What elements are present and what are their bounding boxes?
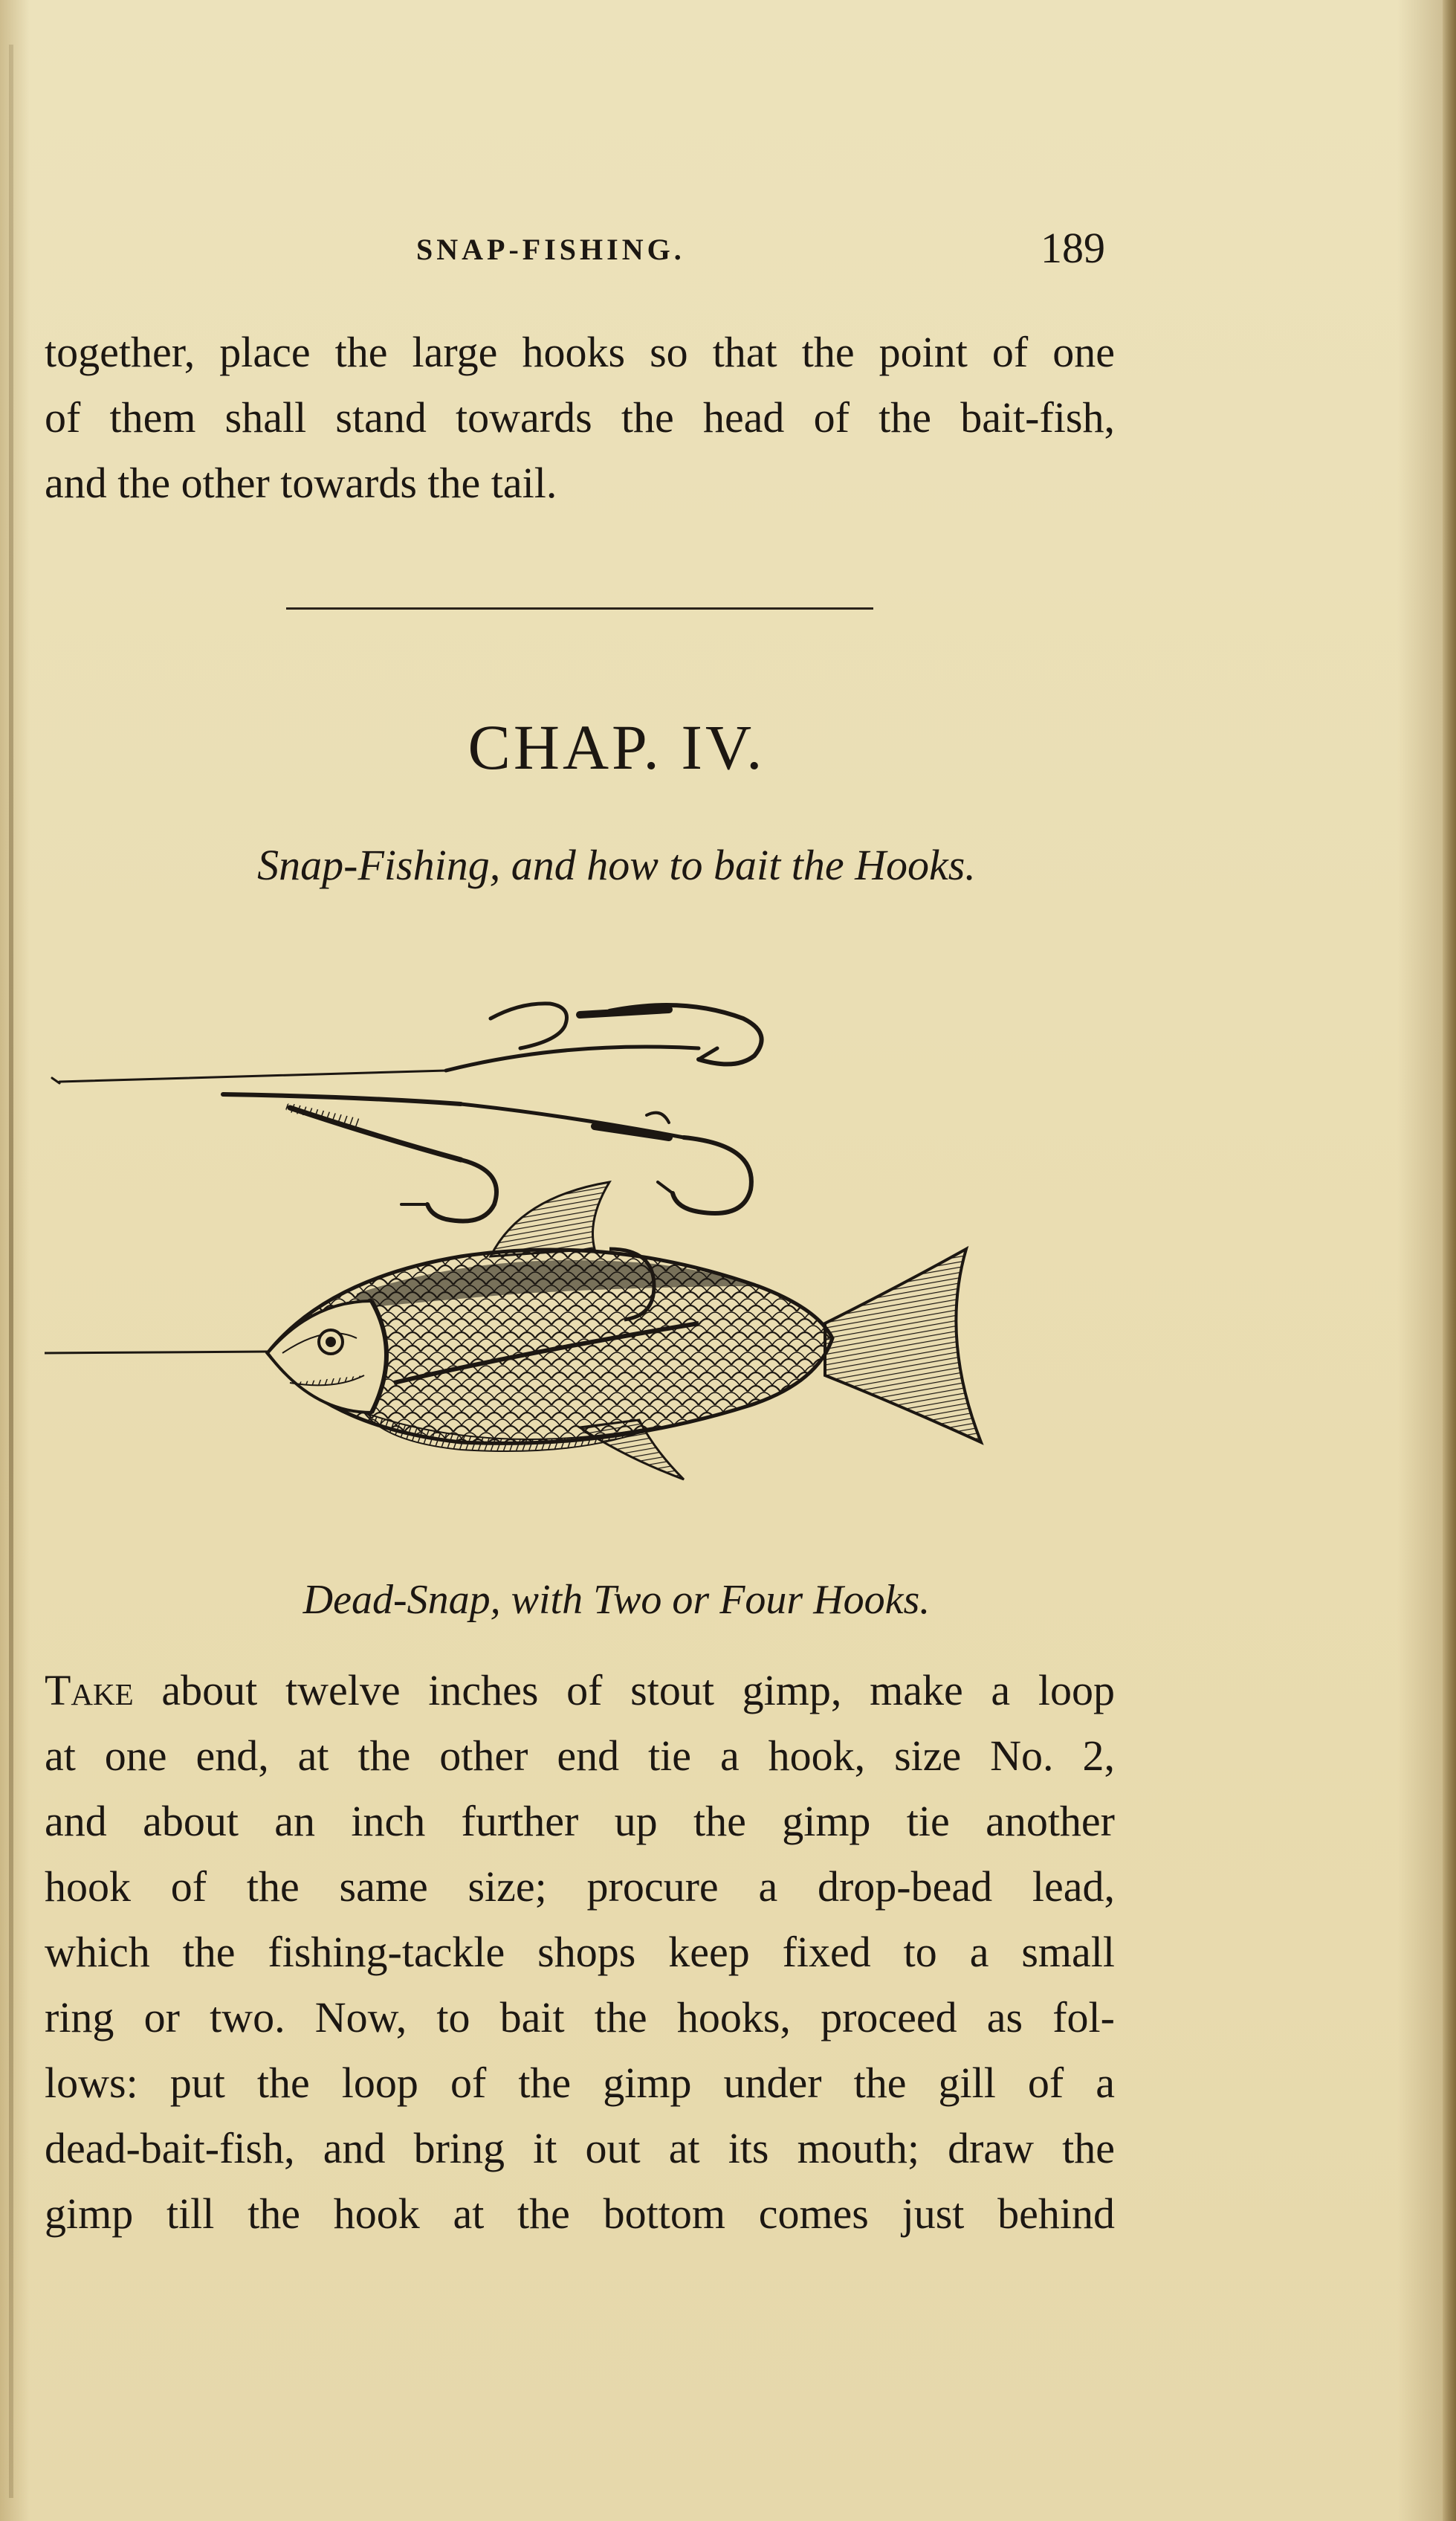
- dead-snap-illustration: [45, 937, 1115, 1531]
- running-title: SNAP-FISHING.: [416, 233, 685, 266]
- paragraph-continued: [45, 320, 1115, 516]
- text-line: of them shall stand towards the head of the bait-fish,: [45, 393, 1115, 442]
- page-number: 189: [1041, 224, 1105, 272]
- text-line: together, place the large hooks so that the point of one: [45, 328, 1115, 376]
- text-line: [45, 1658, 1115, 1723]
- text-line: which the fishing-tackle shops keep fixed to a small: [45, 1928, 1115, 1976]
- chapter-subtitle: Snap-Fishing, and how to bait the Hooks.: [257, 841, 976, 889]
- upper-hooks-icon: [52, 1004, 762, 1221]
- page-gutter-shadow: [9, 45, 13, 2498]
- text-line: ring or two. Now, to bait the hooks, proceed as fol-: [45, 1993, 1115, 2041]
- drop-word: Take: [45, 1666, 134, 1714]
- text-line: hook of the same size; procure a drop-bead lead,: [45, 1862, 1115, 1911]
- text-line: and the other towards the tail.: [45, 459, 557, 507]
- text-line: lows: put the loop of the gimp under the gill of a: [45, 2059, 1115, 2107]
- chapter-heading: CHAP. IV.: [467, 711, 766, 783]
- figure-caption: Dead-Snap, with Two or Four Hooks.: [302, 1577, 931, 1623]
- bait-fish-icon: [45, 1182, 981, 1479]
- text-line: and about an inch further up the gimp tie another: [45, 1797, 1115, 1845]
- text-line: at one end, at the other end tie a hook, size No. 2,: [45, 1731, 1115, 1780]
- paragraph: [45, 1658, 1115, 2247]
- text-line: gimp till the hook at the bottom comes just behind: [45, 2189, 1115, 2238]
- text-line-rest: about twelve inches of stout gimp, make a loop: [133, 1666, 1115, 1714]
- chapter-divider-rule: [286, 607, 873, 610]
- text-line: dead-bait-fish, and bring it out at its mouth; draw the: [45, 2124, 1115, 2172]
- page-edge-shadow: [1443, 0, 1456, 2521]
